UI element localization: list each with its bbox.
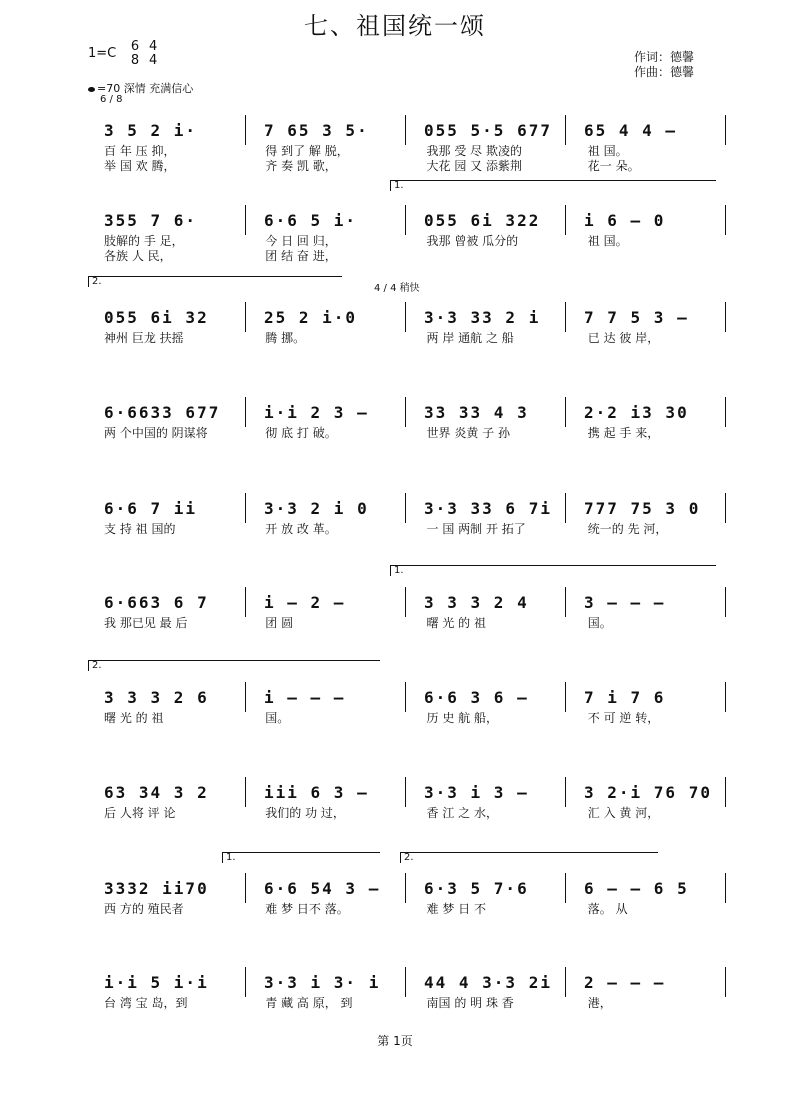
composer: 作曲：德馨 (633, 65, 694, 79)
lyric-verse-1: 曙 光 的 祖 (426, 616, 486, 630)
notes-line (88, 118, 728, 142)
lyric-verse-1: 难 梦 日 不 (426, 902, 486, 916)
volta-1: 1. (390, 180, 716, 191)
lyric-verse-1: 团 圆 (265, 616, 294, 630)
lyrics-line-1 (88, 901, 728, 917)
bar-line (565, 873, 566, 903)
bar-line (725, 682, 726, 712)
lyric-verse-1: 汇 入 黄 河， (587, 806, 660, 820)
lyric-verse-1: 两 岸 通航 之 船 (426, 331, 514, 345)
measure-notes: 3·3 2 i 0 (264, 498, 369, 518)
lyric-verse-1: 国。 (587, 616, 612, 630)
bar-line (565, 302, 566, 332)
lyrics-line-1 (88, 615, 728, 631)
bar-line (725, 873, 726, 903)
time-sig-6-8: 6 8 (130, 39, 140, 68)
measure-notes: 3·3 i 3· i (264, 972, 381, 992)
volta-2: 2. (88, 276, 342, 287)
volta-1-b: 1. (390, 565, 716, 576)
bar-line (565, 397, 566, 427)
notes-line (88, 400, 728, 424)
measure-notes: iii 6 3 – (264, 782, 369, 802)
page-footer: 第 1页 (377, 1034, 413, 1048)
lyric-verse-1: 香 江 之 水， (426, 806, 498, 820)
measure-notes: i·i 5 i·i (104, 972, 209, 992)
bar-line (405, 115, 406, 145)
six-eight-marker: 6 / 8 (100, 94, 123, 105)
bar-line (565, 682, 566, 712)
bar-line (725, 397, 726, 427)
lyrics-line-1 (88, 805, 728, 821)
lyric-verse-1: 一 国 两制 开 拓了 (426, 522, 526, 536)
bar-line (245, 967, 246, 997)
bar-line (405, 777, 406, 807)
four-four-tempo-marker: 4 / 4 稍快 (374, 283, 420, 294)
measure-notes: 7 7 5 3 – (584, 307, 689, 327)
lyric-verse-1: 南国 的 明 珠 香 (426, 996, 514, 1010)
lyrics-line-2 (88, 248, 728, 264)
measure-notes: 3·3 33 6 7i (424, 498, 552, 518)
measure-notes: 63 34 3 2 (104, 782, 209, 802)
bar-line (725, 205, 726, 235)
score-row (88, 285, 728, 373)
bar-line (725, 967, 726, 997)
notes-line (88, 208, 728, 232)
lyric-verse-1: 已 达 彼 岸， (587, 331, 660, 345)
bar-line (245, 302, 246, 332)
notes-line (88, 970, 728, 994)
lyrics-line-1 (88, 521, 728, 537)
lyric-verse-1: 落。 从 (587, 902, 628, 916)
score-row (88, 760, 728, 848)
bar-line (245, 205, 246, 235)
volta-2-c: 2. (400, 852, 658, 863)
measure-notes: i – 2 – (264, 592, 346, 612)
bar-line (725, 587, 726, 617)
measure-notes: 6·6 54 3 – (264, 878, 381, 898)
lyrics-line-1 (88, 995, 728, 1011)
bar-line (405, 587, 406, 617)
measure-notes: 6·6 3 6 – (424, 687, 529, 707)
lyric-verse-1: 得 到了 解 脱， (265, 144, 349, 158)
bar-line (565, 205, 566, 235)
bar-line (565, 115, 566, 145)
measure-notes: 3·3 i 3 – (424, 782, 529, 802)
lyric-verse-1: 历 史 航 船， (426, 711, 498, 725)
lyric-verse-1: 国。 (265, 711, 290, 725)
time-sig-4-4: 4 4 (149, 39, 158, 68)
lyrics-line-1 (88, 425, 728, 441)
score-row (88, 188, 728, 276)
quarter-note-icon (88, 87, 95, 92)
notes-line (88, 876, 728, 900)
lyric-verse-1: 今 日 回 归， (265, 234, 337, 248)
bar-line (245, 777, 246, 807)
lyric-verse-1: 世界 炎黄 子 孙 (426, 426, 510, 440)
bar-line (405, 302, 406, 332)
lyric-verse-1: 台 湾 宝 岛，到 (104, 996, 188, 1010)
measure-notes: 2 – – – (584, 972, 666, 992)
measure-notes: 3·3 33 2 i (424, 307, 541, 327)
notes-line (88, 590, 728, 614)
lyric-verse-1: 港， (587, 996, 612, 1010)
bar-line (245, 115, 246, 145)
measure-notes: 7 65 3 5· (264, 120, 369, 140)
bar-line (725, 302, 726, 332)
lyricist: 作词：德馨 (633, 50, 694, 64)
measure-notes: 055 6i 32 (104, 307, 209, 327)
lyric-verse-1: 支 持 祖 国的 (104, 522, 176, 536)
measure-notes: 3 5 2 i· (104, 120, 198, 140)
measure-notes: 25 2 i·0 (264, 307, 358, 327)
measure-notes: 3 3 3 2 6 (104, 687, 209, 707)
measure-notes: 33 33 4 3 (424, 402, 529, 422)
measure-notes: 6·6 5 i· (264, 210, 358, 230)
bar-line (405, 205, 406, 235)
bar-line (405, 493, 406, 523)
lyric-verse-1: 我 那已见 最 后 (104, 616, 188, 630)
lyric-verse-1: 后 人将 评 论 (104, 806, 176, 820)
bar-line (565, 967, 566, 997)
lyric-verse-2: 团 结 奋 进， (265, 249, 337, 263)
notes-line (88, 496, 728, 520)
bar-line (245, 587, 246, 617)
key-signature: 1=C (88, 46, 117, 61)
lyrics-line-1 (88, 143, 728, 159)
measure-notes: 3 3 3 2 4 (424, 592, 529, 612)
bar-line (405, 397, 406, 427)
volta-1-c: 1. (222, 852, 380, 863)
credits (634, 50, 694, 80)
lyric-verse-1: 祖 国。 (587, 234, 628, 248)
lyric-verse-1: 百 年 压 抑， (104, 144, 176, 158)
score-row (88, 950, 728, 1038)
measure-notes: 355 7 6· (104, 210, 198, 230)
volta-2-b: 2. (88, 660, 380, 671)
lyric-verse-1: 曙 光 的 祖 (104, 711, 164, 725)
measure-notes: 055 5·5 677 (424, 120, 552, 140)
measure-notes: i·i 2 3 – (264, 402, 369, 422)
bar-line (245, 397, 246, 427)
bar-line (725, 115, 726, 145)
bar-line (565, 777, 566, 807)
lyric-verse-1: 我那 受 尽 欺凌的 (426, 144, 522, 158)
bar-line (405, 967, 406, 997)
lyrics-line-2 (88, 158, 728, 174)
lyric-verse-1: 难 梦 日不 落。 (265, 902, 349, 916)
time-signature (128, 40, 164, 68)
lyric-verse-2 (572, 248, 728, 264)
lyric-verse-2: 大花 园 又 添紫荆 (426, 159, 522, 173)
measure-notes: 777 75 3 0 (584, 498, 701, 518)
score-row (88, 98, 728, 186)
measure-notes: 6·3 5 7·6 (424, 878, 529, 898)
lyrics-line-1 (88, 710, 728, 726)
score-row (88, 665, 728, 753)
measure-notes: 2·2 i3 30 (584, 402, 689, 422)
lyric-verse-1: 携 起 手 来， (587, 426, 660, 440)
measure-notes: 3332 ii70 (104, 878, 209, 898)
lyric-verse-1: 统一的 先 河， (587, 522, 668, 536)
bar-line (725, 777, 726, 807)
lyric-verse-2: 举 国 欢 腾， (104, 159, 176, 173)
notes-line (88, 780, 728, 804)
lyric-verse-2: 齐 奏 凯 歌， (265, 159, 337, 173)
lyrics-line-1 (88, 233, 728, 249)
measure-notes: 44 4 3·3 2i (424, 972, 552, 992)
measure-notes: 7 i 7 6 (584, 687, 666, 707)
lyric-verse-1: 腾 挪。 (265, 331, 306, 345)
lyric-verse-1: 彻 底 打 破。 (265, 426, 337, 440)
lyric-verse-1: 我那 曾被 瓜分的 (426, 234, 519, 248)
bar-line (565, 587, 566, 617)
lyric-verse-1: 祖 国。 (587, 144, 628, 158)
score-row (88, 380, 728, 468)
lyric-verse-2 (411, 248, 567, 264)
measure-notes: 3 – – – (584, 592, 666, 612)
lyric-verse-1: 开 放 改 革。 (265, 522, 337, 536)
bar-line (245, 682, 246, 712)
bar-line (725, 493, 726, 523)
bar-line (245, 873, 246, 903)
measure-notes: 6·6 7 ii (104, 498, 198, 518)
measure-notes: 055 6i 322 (424, 210, 541, 230)
score-row (88, 570, 728, 658)
lyrics-line-1 (88, 330, 728, 346)
lyric-verse-2: 花一 朵。 (587, 159, 640, 173)
lyric-verse-1: 不 可 逆 转， (587, 711, 660, 725)
lyric-verse-1: 我们的 功 过， (265, 806, 345, 820)
bar-line (245, 493, 246, 523)
bar-line (405, 682, 406, 712)
notes-line (88, 305, 728, 329)
score-row (88, 856, 728, 944)
bar-line (405, 873, 406, 903)
song-title: 七、祖国统一颂 (304, 12, 486, 40)
measure-notes: 6·6633 677 (104, 402, 221, 422)
lyric-verse-1: 青 藏 高 原， 到 (265, 996, 353, 1010)
bar-line (565, 493, 566, 523)
lyric-verse-1: 两 个中国的 阴谋将 (104, 426, 208, 440)
measure-notes: 65 4 4 – (584, 120, 678, 140)
measure-notes: 6·663 6 7 (104, 592, 209, 612)
tempo-mark: =70 深情 充满信心 (88, 80, 193, 96)
lyric-verse-1: 神州 巨龙 扶摇 (104, 331, 184, 345)
lyric-verse-1: 肢解的 手 足， (104, 234, 184, 248)
measure-notes: i 6 – 0 (584, 210, 666, 230)
measure-notes: 3 2·i 76 70 (584, 782, 712, 802)
measure-notes: 6 – – 6 5 (584, 878, 689, 898)
score-row (88, 476, 728, 564)
notes-line (88, 685, 728, 709)
lyric-verse-1: 西 方的 殖民者 (104, 902, 184, 916)
measure-notes: i – – – (264, 687, 346, 707)
lyric-verse-2: 各族 人 民， (104, 249, 172, 263)
